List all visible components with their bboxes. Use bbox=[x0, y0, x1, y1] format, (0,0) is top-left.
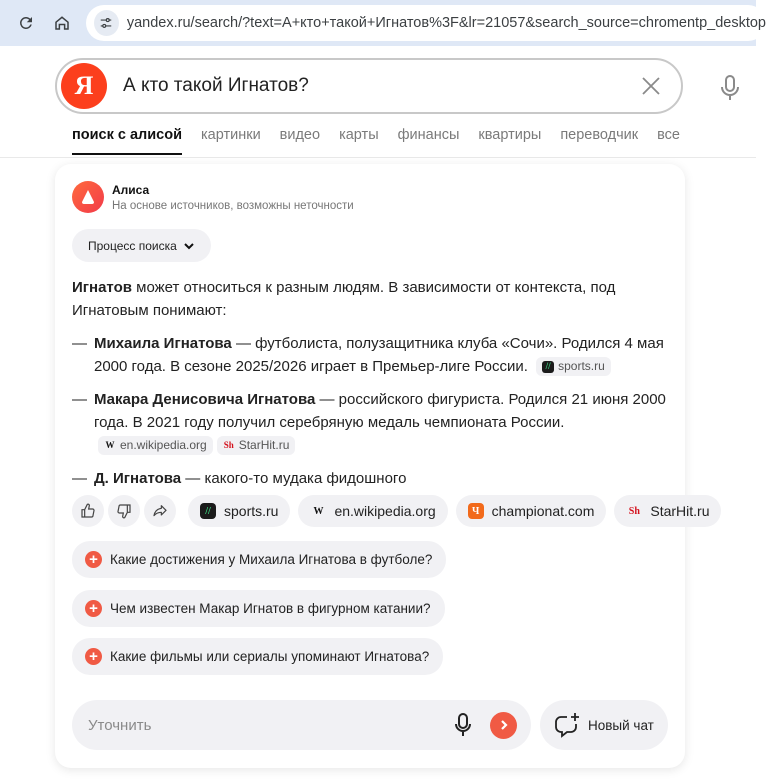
refine-input[interactable]: Уточнить bbox=[88, 716, 152, 734]
url-text: yandex.ru/search/?text=А+кто+такой+Игнатов%3F&lr=21057&search_source=chromentp_desktop bbox=[126, 15, 766, 31]
browser-toolbar bbox=[0, 0, 766, 46]
source-pill[interactable] bbox=[456, 495, 607, 527]
person-description: — футболиста, полузащитника клуба «Сочи». Родился 4 мая 2000 года. В сезоне 2025/2026 играет в Премьер-лиге России. bbox=[94, 335, 664, 375]
person-description: — какого-то мудака фидошного bbox=[181, 470, 407, 487]
starhit-icon: Sh bbox=[626, 503, 642, 519]
source-chip-label: en.wikipedia.org bbox=[120, 438, 207, 452]
tab-7[interactable]: все bbox=[657, 127, 680, 143]
source-chip[interactable] bbox=[217, 436, 296, 455]
clear-icon[interactable] bbox=[631, 66, 671, 106]
refine-field[interactable] bbox=[72, 700, 531, 750]
answer-intro: Игнатов может относиться к разным людям. В зависимости от контекста, под Игнатовым понимают: bbox=[72, 279, 616, 319]
tab-1[interactable]: картинки bbox=[201, 127, 261, 143]
suggestion-label: Какие фильмы или сериалы упоминают Игнатова? bbox=[110, 649, 430, 664]
dash: — bbox=[72, 470, 87, 487]
person-description: — российского фигуриста. Родился 21 июня 2000 года. В 2021 году получил серебряную медаль чемпионата России. bbox=[94, 391, 666, 431]
tab-6[interactable]: переводчик bbox=[560, 127, 639, 143]
plus-icon: + bbox=[85, 600, 102, 617]
suggestion-button[interactable] bbox=[72, 590, 445, 627]
home-icon[interactable] bbox=[45, 6, 79, 40]
person-name: Д. Игнатова bbox=[94, 470, 182, 487]
starhit-icon: Sh bbox=[223, 440, 234, 450]
chevron-right-icon bbox=[498, 719, 510, 731]
source-pill[interactable] bbox=[188, 495, 290, 527]
search-process-label: Процесс поиска bbox=[88, 238, 177, 253]
source-pill-label: championat.com bbox=[491, 503, 595, 519]
source-pill-label: sports.ru bbox=[224, 503, 279, 519]
alisa-icon bbox=[72, 181, 104, 213]
suggestion-label: Чем известен Макар Игнатов в фигурном катании? bbox=[110, 601, 431, 616]
source-chip-label: sports.ru bbox=[558, 359, 605, 373]
address-bar[interactable] bbox=[86, 5, 766, 41]
wikipedia-icon: W bbox=[310, 503, 326, 519]
alisa-disclaimer: На основе источников, возможны неточности bbox=[112, 199, 354, 212]
person-name: Михаила Игнатова bbox=[94, 335, 232, 352]
divider bbox=[0, 157, 756, 158]
alisa-header bbox=[72, 181, 354, 213]
suggestion-label: Какие достижения у Михаила Игнатова в футболе? bbox=[110, 552, 433, 567]
source-pill[interactable] bbox=[298, 495, 447, 527]
send-button[interactable] bbox=[490, 712, 517, 739]
thumbs-up-icon[interactable] bbox=[72, 495, 104, 527]
suggestion-button[interactable] bbox=[72, 638, 443, 675]
search-box[interactable] bbox=[55, 58, 683, 114]
new-chat-label: Новый чат bbox=[588, 717, 654, 733]
tab-3[interactable]: карты bbox=[339, 127, 379, 143]
dash: — bbox=[72, 335, 87, 352]
alisa-name: Алиса bbox=[112, 182, 150, 197]
search-input[interactable]: А кто такой Игнатов? bbox=[123, 75, 309, 96]
plus-icon: + bbox=[85, 551, 102, 568]
source-pill-label: StarHit.ru bbox=[650, 503, 710, 519]
alisa-answer-card bbox=[55, 164, 710, 768]
sports-ru-icon: // bbox=[200, 503, 216, 519]
source-pill-label: en.wikipedia.org bbox=[334, 503, 436, 519]
new-chat-icon bbox=[554, 712, 582, 738]
dash: — bbox=[72, 391, 87, 408]
tab-4[interactable]: финансы bbox=[397, 127, 460, 143]
reload-icon[interactable] bbox=[9, 6, 43, 40]
suggestion-button[interactable] bbox=[72, 541, 446, 578]
answer-actions bbox=[72, 495, 710, 527]
yandex-logo[interactable]: Я bbox=[61, 63, 107, 109]
share-icon[interactable] bbox=[144, 495, 176, 527]
site-settings-icon[interactable] bbox=[94, 10, 119, 36]
wikipedia-icon: W bbox=[105, 440, 115, 450]
answer-text bbox=[72, 276, 672, 490]
source-chip[interactable] bbox=[98, 436, 213, 455]
sports-ru-icon: // bbox=[542, 361, 554, 373]
tab-0[interactable]: поиск с алисой bbox=[72, 127, 182, 155]
source-chip-label: StarHit.ru bbox=[238, 438, 290, 452]
answer-item bbox=[72, 388, 672, 457]
chevron-down-icon bbox=[183, 240, 195, 252]
person-name: Макара Денисовича Игнатова bbox=[94, 391, 316, 408]
answer-item bbox=[72, 467, 672, 490]
championat-icon: Ч bbox=[468, 503, 484, 519]
source-pill[interactable] bbox=[614, 495, 721, 527]
microphone-icon[interactable] bbox=[712, 70, 748, 106]
search-process-button[interactable] bbox=[72, 229, 211, 262]
thumbs-down-icon[interactable] bbox=[108, 495, 140, 527]
microphone-icon[interactable] bbox=[448, 710, 478, 740]
tab-5[interactable]: квартиры bbox=[478, 127, 542, 143]
plus-icon: + bbox=[85, 648, 102, 665]
source-chip[interactable] bbox=[536, 357, 611, 376]
search-tabs bbox=[72, 127, 699, 155]
new-chat-button[interactable] bbox=[540, 700, 668, 750]
answer-item bbox=[72, 332, 672, 378]
tab-2[interactable]: видео bbox=[279, 127, 321, 143]
